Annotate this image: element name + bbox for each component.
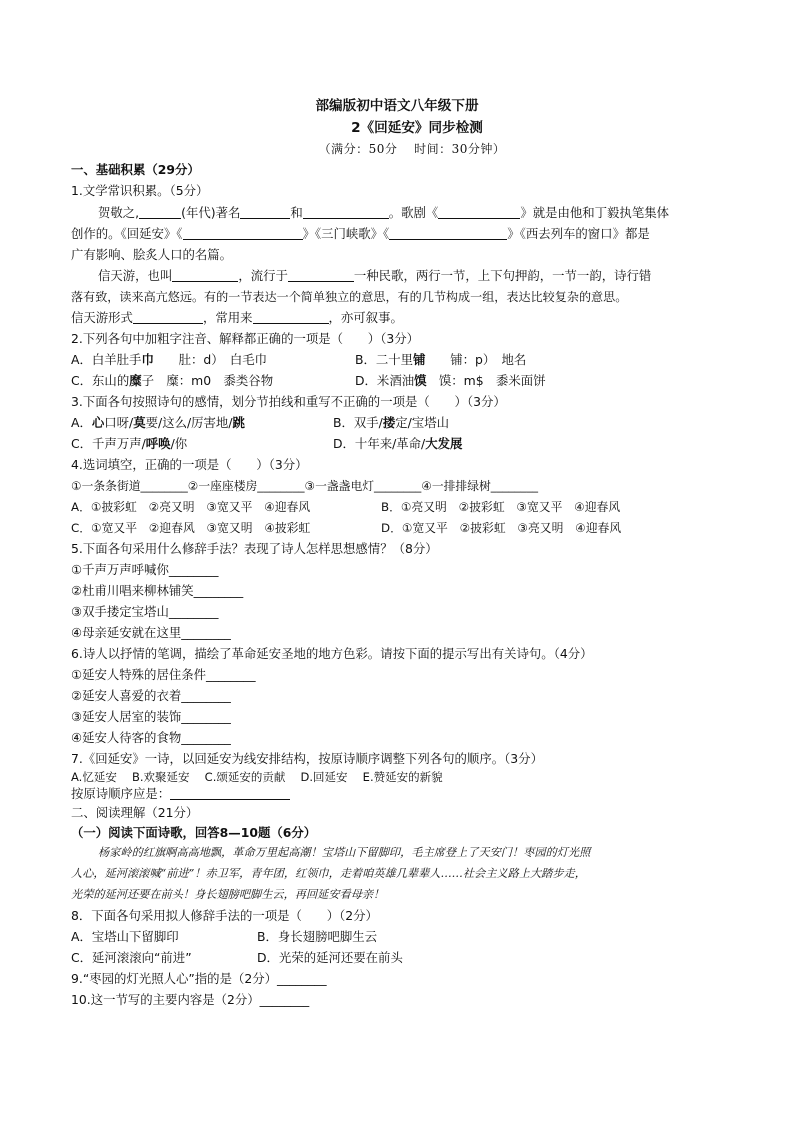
blank[interactable] <box>253 309 329 324</box>
reading-part-heading: （一）阅读下面诗歌，回答8—10题（6分） <box>71 825 317 840</box>
poem-line: 光荣的延河还要在前头！身长翅膀吧脚生云，再回延安看母亲！ <box>71 888 385 901</box>
question-1-line: 广有影响、脍炙人口的名篇。 <box>71 247 233 262</box>
question-4-items: ①一条条街道________②一座座楼房________③一盏盏电灯________④一排排绿树________ <box>71 479 538 493</box>
blank[interactable] <box>133 309 203 324</box>
question-5-item[interactable]: ③双手搂定宝塔山________ <box>71 604 219 619</box>
question-7-stem: 7.《回延安》一诗，以回延安为线安排结构，按原诗顺序调整下列各句的顺序。（3分） <box>71 751 543 766</box>
blank[interactable] <box>139 204 181 219</box>
blank[interactable] <box>303 204 389 219</box>
question-7-options: A.忆延安 B.欢聚延安 C.颂延安的贡献 D.回延安 E.赞延安的新貌 <box>71 770 443 784</box>
option-b[interactable]: B．身长翅膀吧脚生云 <box>257 929 378 944</box>
question-3-options <box>71 413 731 433</box>
question-3-stem: 3.下面各句按照诗句的感情，划分节拍线和重写不正确的一项是（ ）（3分） <box>71 394 506 409</box>
option-a[interactable]: A．宝塔山下留脚印 <box>71 929 179 944</box>
question-1-line: 信天游，也叫 ，流行于 一种民歌，两行一节，上下句押韵，一节一韵，诗行错 <box>98 268 652 283</box>
question-9[interactable]: 9.“枣园的灯光照人心”指的是（2分）________ <box>71 971 327 986</box>
question-2-options <box>71 371 731 391</box>
question-1-line: 贺敬之, (年代)著名 和 。歌剧《 》就是由他和丁毅执笔集体 <box>98 205 669 220</box>
option-b[interactable]: B．二十里铺 铺：p） 地名 <box>355 352 527 367</box>
question-4-options <box>71 518 731 538</box>
question-1-line: 信天游形式 ，常用来 ，亦可叙事。 <box>71 310 403 325</box>
question-1-line: 创作的。《回延安》《 》《三门峡歌》《 》《西去列车的窗口》都是 <box>71 226 650 241</box>
question-5-item[interactable]: ②杜甫川唱来柳林铺笑________ <box>71 583 244 598</box>
blank[interactable] <box>183 225 303 240</box>
page-subtitle: 2《回延安》同步检测 <box>351 120 483 136</box>
blank[interactable] <box>389 225 507 240</box>
question-7-answer: 按原诗顺序应是： <box>71 784 731 804</box>
question-8-options <box>71 948 731 968</box>
option-c[interactable]: C．东山的糜子 糜：m0 黍类谷物 <box>71 373 274 388</box>
question-5-item[interactable]: ①千声万声呼喊你________ <box>71 562 219 577</box>
question-3-options <box>71 434 731 454</box>
question-5-item[interactable]: ④母亲延安就在这里________ <box>71 625 231 640</box>
question-4-stem: 4.选词填空，正确的一项是（ ）（3分） <box>71 457 308 472</box>
option-d[interactable]: D．米酒油馍 馍：m$ 黍米面饼 <box>355 373 546 388</box>
question-6-stem: 6.诗人以抒情的笔调，描绘了革命延安圣地的地方色彩。请按下面的提示写出有关诗句。（4分） <box>71 646 593 661</box>
blank[interactable] <box>288 267 354 282</box>
option-b[interactable]: B．双手/搂定/宝塔山 <box>333 415 449 430</box>
option-a[interactable]: A．白羊肚手巾 肚：d） 白毛巾 <box>71 352 268 367</box>
question-2-stem: 2.下列各句中加粗字注音、解释都正确的一项是（ ）（3分） <box>71 331 420 346</box>
question-2-options <box>71 350 731 370</box>
option-d[interactable]: D．光荣的延河还要在前头 <box>257 950 403 965</box>
poem-line: 杨家岭的红旗啊高高地飘，革命万里起高潮！宝塔山下留脚印，毛主席登上了天安门！枣园的灯光照 <box>98 846 591 859</box>
question-10[interactable]: 10.这一节写的主要内容是（2分）________ <box>71 992 310 1007</box>
option-a[interactable]: A．心口呀/莫要/这么/厉害地/跳 <box>71 415 245 430</box>
exam-meta: （满分：50分 时间：30分钟） <box>318 142 506 156</box>
poem-line: 人心，延河滚滚喊“前进”！赤卫军，青年团，红领巾，走着咱英雄几辈辈人……社会主义路上大踏步走， <box>71 867 586 880</box>
blank[interactable] <box>240 204 290 219</box>
option-c[interactable]: C．延河滚滚向“前进” <box>71 950 192 965</box>
question-6-item[interactable]: ②延安人喜爱的衣着________ <box>71 688 231 703</box>
section-heading: 二、阅读理解（21分） <box>71 805 199 820</box>
question-5-stem: 5.下面各句采用什么修辞手法？表现了诗人怎样思想感情？（8分） <box>71 541 438 556</box>
option-a[interactable]: A．①披彩虹 ②亮又明 ③宽又平 ④迎春风 <box>71 500 311 514</box>
question-8-options <box>71 927 731 947</box>
option-c[interactable]: C．千声万声/呼唤/你 <box>71 436 188 451</box>
option-b[interactable]: B．①亮又明 ②披彩虹 ③宽又平 ④迎春风 <box>381 500 621 514</box>
question-4-options <box>71 497 731 517</box>
question-1-line: 落有致，读来高亢悠远。有的一节表达一个简单独立的意思，有的几节构成一组，表达比较复杂的意思。 <box>71 290 628 304</box>
option-d[interactable]: D．①宽又平 ②披彩虹 ③亮又明 ④迎春风 <box>381 521 622 535</box>
page-title: 部编版初中语文八年级下册 <box>315 98 479 114</box>
answer-blank[interactable] <box>170 785 290 800</box>
blank[interactable] <box>438 204 520 219</box>
question-1-stem: 1.文学常识积累。（5分） <box>71 183 209 198</box>
question-8-stem: 8．下面各句采用拟人修辞手法的一项是（ ）（2分） <box>71 908 378 923</box>
option-d[interactable]: D．十年来/革命/大发展 <box>333 436 463 451</box>
blank[interactable] <box>172 267 238 282</box>
option-c[interactable]: C．①宽又平 ②迎春风 ③宽又明 ④披彩虹 <box>71 521 311 535</box>
question-6-item[interactable]: ③延安人居室的装饰________ <box>71 709 231 724</box>
section-heading: 一、基础积累（29分） <box>71 162 200 177</box>
question-6-item[interactable]: ④延安人待客的食物________ <box>71 730 231 745</box>
question-6-item[interactable]: ①延安人特殊的居住条件________ <box>71 667 256 682</box>
